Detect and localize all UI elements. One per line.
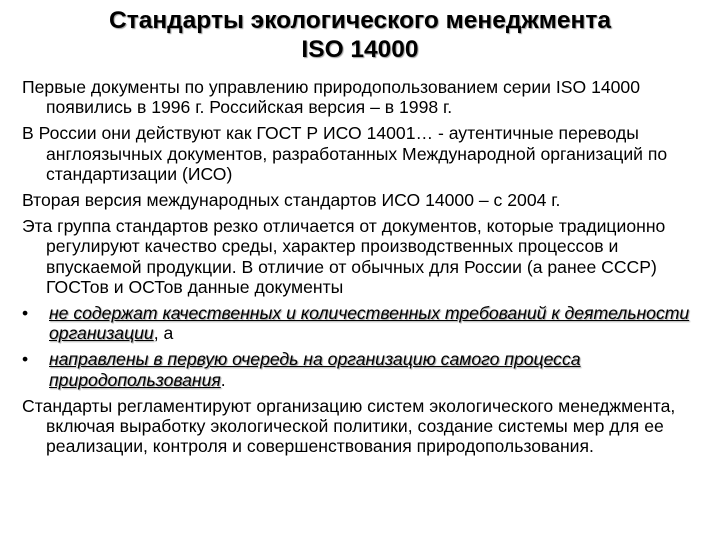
title-line-2: ISO 14000 (301, 36, 419, 63)
bullet-emphasis-text: не содержат качественных и количественных требований к деятельности организации (49, 303, 690, 344)
bullet-icon: • (22, 349, 29, 370)
paragraph-russia-gost: В России они действуют как ГОСТ Р ИСО 14001… - аутентичные переводы англоязычных документов, разработанных Международной организаций по стандартизации (ИСО) (22, 123, 668, 184)
bullet-tail-text: , а (153, 323, 174, 344)
bullet-item-no-requirements (22, 303, 712, 343)
slide-title (0, 6, 720, 64)
paragraph-second-version: Вторая версия международных стандартов ИСО 14000 – с 2004 г. (22, 190, 561, 211)
bullet-emphasis-text: направлены в первую очередь на организацию самого процесса природопользования (49, 349, 581, 390)
paragraph-first-documents: Первые документы по управлению природопользованием серии ISO 14000 появились в 1996 г. Российская версия – в 1998 г. (22, 77, 640, 118)
bullet-tail-text: . (220, 369, 226, 390)
slide-body (22, 77, 712, 462)
paragraph-differences: Эта группа стандартов резко отличается от документов, которые традиционно регулируют качество среды, характер производственных процессов и впускаемой продукции. В отличие от обычных для России (а ранее СССР) ГОСТов и ОСТов данные документы (22, 216, 666, 297)
bullet-item-process-focus (22, 349, 712, 389)
title-line-1: Стандарты экологического менеджмента (109, 7, 611, 34)
paragraph-standards-regulate: Стандарты регламентируют организацию систем экологического менеджмента, включая выработку экологической политики, создание системы мер для ее реализации, контроля и совершенствования природопользования. (22, 395, 676, 457)
bullet-icon: • (22, 303, 29, 324)
